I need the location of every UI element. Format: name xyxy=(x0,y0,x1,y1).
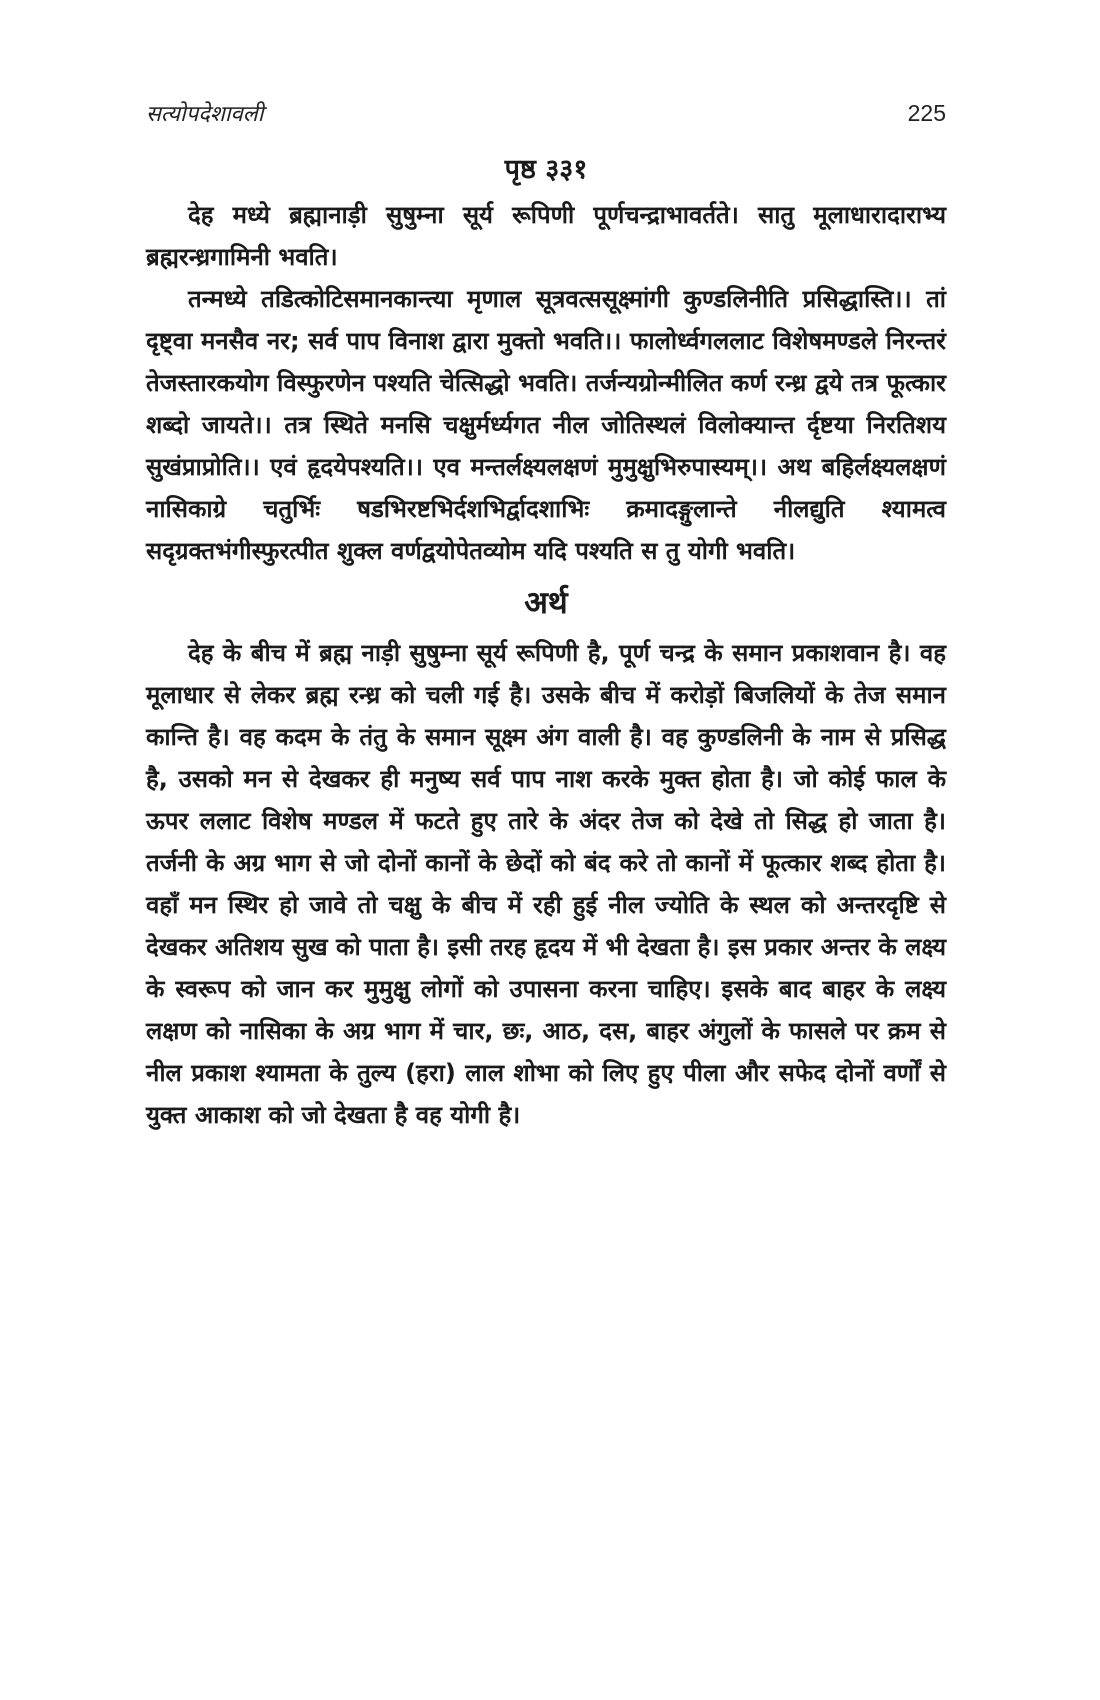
meaning-paragraph: देह के बीच में ब्रह्म नाड़ी सुषुम्ना सूर्य रूपिणी है, पूर्ण चन्द्र के समान प्रकाशवान है। वह मूलाधार से लेकर ब्रह्म रन्ध्र को चली गई है। उसके बीच में करोड़ों बिजलियों के तेज समान कान्ति है। वह कदम के तंतु के समान सूक्ष्म अंग वाली है। वह कुण्डलिनी के नाम से प्रसिद्ध है, उसको मन से देखकर ही मनुष्य सर्व पाप नाश करके मुक्त होता है। जो कोई फाल के ऊपर ललाट विशेष मण्डल में फटते हुए तारे के अंदर तेज को देखे तो सिद्ध हो जाता है। तर्जनी के अग्र भाग से जो दोनों कानों के छेदों को बंद करे तो कानों में फूत्कार शब्द होता है। वहाँ मन स्थिर हो जावे तो चक्षु के बीच में रही हुई नील ज्योति के स्थल को अन्तरदृष्टि से देखकर अतिशय सुख को पाता है। इसी तरह हृदय में भी देखता है। इस प्रकार अन्तर के लक्ष्य के स्वरूप को जान कर मुमुक्षु लोगों को उपासना करना चाहिए। इसके बाद बाहर के लक्ष्य लक्षण को नासिका के अग्र भाग में चार, छः, आठ, दस, बाहर अंगुलों के फासले पर क्रम से नील प्रकाश श्यामता के तुल्य (हरा) लाल शोभा को लिए हुए पीला और सफेद दोनों वर्णों से युक्त आकाश को जो देखता है वह योगी है। xyxy=(146,639,946,1129)
meaning-heading: अर्थ xyxy=(524,585,568,621)
sanskrit-paragraph: तन्मध्ये तडित्कोटिसमानकान्त्या मृणाल सूत्रवत्ससूक्ष्मांगी कुण्डलिनीति प्रसिद्धास्ति।। तां दृष्ट्वा मनसैव नर; सर्व पाप विनाश द्वारा मुक्तो भवति।। फालोर्ध्वगललाट विशेषमण्डले निरन्तरं तेजस्तारकयोग विस्फुरणेन पश्यति चेत्सिद्धो भवति। तर्जन्यग्रोन्मीलित कर्ण रन्ध्र द्वये तत्र फूत्कार शब्दो जायते।। तत्र स्थिते मनसि चक्षुर्मर्ध्यगत नील जोतिस्थलं विलोक्यान्त र्दृष्टया निरतिशय सुखंप्राप्रोति।। एवं हृदयेपश्यति।। एव मन्तर्लक्ष्यलक्षणं मुमुक्षुभिरुपास्यम्।। अथ बहिर्लक्ष्यलक्षणं नासिकाग्रे चतुर्भिः षडभिरष्टभिर्दशभिर्द्वादशाभिः क्रमादङ्गुलान्ते नीलद्युति श्यामत्व सदृग्रक्तभंगीस्फुरत्पीत शुक्ल वर्णद्वयोपेतव्योम यदि पश्यति स तु योगी भवति। xyxy=(146,285,946,565)
reference-heading: पृष्ठ ३३१ xyxy=(504,154,588,185)
page-body xyxy=(146,148,946,1136)
page-number: 225 xyxy=(907,99,946,126)
meaning-section xyxy=(146,632,946,1136)
sanskrit-verse-section xyxy=(146,194,946,572)
running-header xyxy=(146,96,946,130)
book-title: सत्योपदेशावली xyxy=(146,102,264,127)
sanskrit-paragraph: देह मध्ये ब्रह्मानाड़ी सुषुम्ना सूर्य रूपिणी पूर्णचन्द्राभावर्तते। सातु मूलाधारादाराभ्य ब्रह्मरन्ध्रगामिनी भवति। xyxy=(146,201,946,271)
